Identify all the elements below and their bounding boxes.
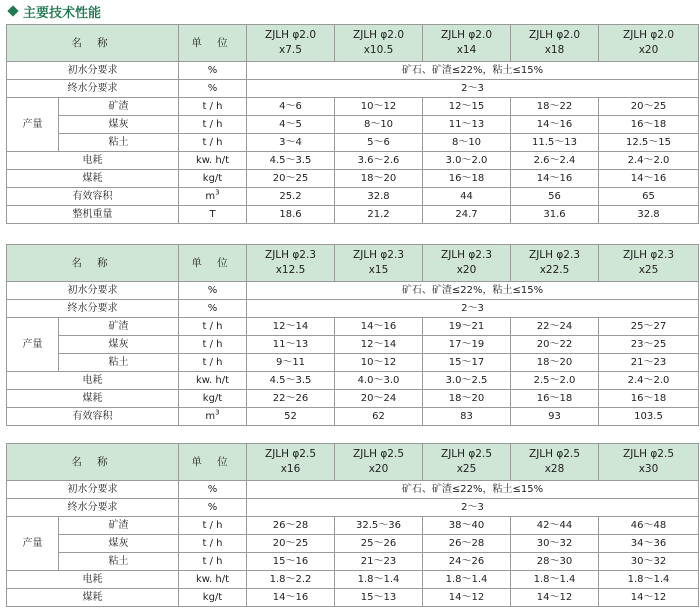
- section-title: [6, 1, 101, 21]
- model-name: ZJLH φ2.0: [529, 29, 580, 41]
- unit-text: kg/t: [202, 591, 223, 603]
- row-label: 电耗: [7, 152, 179, 170]
- value-cell: 8～10: [423, 134, 511, 152]
- unit-superscript: 3: [215, 408, 220, 417]
- value-cell: 30～32: [511, 535, 599, 553]
- model-length: x20: [638, 44, 659, 56]
- value-cell: 15～16: [247, 553, 335, 571]
- unit-text: kg/t: [202, 172, 223, 184]
- column-header-model: [247, 444, 335, 481]
- value-cell: 3.0～2.0: [423, 152, 511, 170]
- row-unit: %: [179, 300, 247, 318]
- value-cell: 3.0～2.5: [423, 372, 511, 390]
- table-row: [7, 188, 699, 206]
- row-unit: %: [179, 282, 247, 300]
- table-row: [7, 336, 699, 354]
- value-cell: 21～23: [599, 354, 699, 372]
- column-header-unit: 单 位: [179, 444, 247, 481]
- column-header-model: [423, 444, 511, 481]
- value-cell: 16～18: [599, 390, 699, 408]
- row-unit: t / h: [179, 553, 247, 571]
- row-label: 电耗: [7, 372, 179, 390]
- row-label: 初水分要求: [7, 62, 179, 80]
- row-label: 整机重量: [7, 206, 179, 224]
- column-header-model: [247, 25, 335, 62]
- value-cell: 16～18: [423, 170, 511, 188]
- value-cell: 20～25: [247, 170, 335, 188]
- unit-text: kg/t: [202, 392, 223, 404]
- table-row: [7, 206, 699, 224]
- row-unit: t / h: [179, 354, 247, 372]
- value-cell: 14～12: [599, 589, 699, 607]
- value-cell: 4～5: [247, 116, 335, 134]
- value-cell: 4.5～3.5: [247, 152, 335, 170]
- value-cell: 26～28: [247, 517, 335, 535]
- value-cell: 4.5～3.5: [247, 372, 335, 390]
- model-name: ZJLH φ2.5: [441, 448, 492, 460]
- value-cell: 30～32: [599, 553, 699, 571]
- model-length: x20: [368, 463, 389, 475]
- value-cell: 4.0～3.0: [335, 372, 423, 390]
- spec-table: [6, 24, 699, 224]
- output-material-label: 煤灰: [59, 116, 179, 134]
- value-cell: 17～19: [423, 336, 511, 354]
- table-row: [7, 300, 699, 318]
- table-row: [7, 390, 699, 408]
- value-cell: 20～22: [511, 336, 599, 354]
- value-cell: 18～20: [423, 390, 511, 408]
- value-cell: 83: [423, 408, 511, 426]
- value-cell: 31.6: [511, 206, 599, 224]
- table-row: [7, 553, 699, 571]
- output-material-label: 粘土: [59, 134, 179, 152]
- value-cell: 1.8～1.4: [511, 571, 599, 589]
- row-unit: %: [179, 62, 247, 80]
- model-length: x25: [638, 264, 659, 276]
- row-unit: [179, 152, 247, 170]
- column-header-unit: 单 位: [179, 25, 247, 62]
- value-cell: 25.2: [247, 188, 335, 206]
- value-cell: 12～15: [423, 98, 511, 116]
- column-header-model: [511, 25, 599, 62]
- diamond-bullet-icon: [7, 5, 18, 16]
- merged-value-cell: 2～3: [247, 300, 699, 318]
- value-cell: 62: [335, 408, 423, 426]
- merged-value-cell: 矿石、矿渣≤22%，粘土≤15%: [247, 481, 699, 499]
- column-header-model: [599, 245, 699, 282]
- unit-text: kw. h/t: [195, 154, 230, 166]
- row-label: 电耗: [7, 571, 179, 589]
- value-cell: 10～12: [335, 354, 423, 372]
- row-label: 煤耗: [7, 589, 179, 607]
- value-cell: 3.6～2.6: [335, 152, 423, 170]
- row-label: 有效容积: [7, 188, 179, 206]
- model-name: ZJLH φ2.5: [529, 448, 580, 460]
- row-label: 终水分要求: [7, 80, 179, 98]
- row-unit: [179, 170, 247, 188]
- value-cell: 9～11: [247, 354, 335, 372]
- output-material-label: 煤灰: [59, 336, 179, 354]
- model-length: x22.5: [539, 264, 570, 276]
- model-length: x30: [638, 463, 659, 475]
- value-cell: 11～13: [423, 116, 511, 134]
- column-header-model: [599, 444, 699, 481]
- output-material-label: 煤灰: [59, 535, 179, 553]
- table-row: [7, 499, 699, 517]
- value-cell: 21.2: [335, 206, 423, 224]
- value-cell: 2.4～2.0: [599, 372, 699, 390]
- column-header-model: [511, 245, 599, 282]
- output-group-label: 产量: [7, 318, 59, 372]
- value-cell: 5～6: [335, 134, 423, 152]
- value-cell: 20～24: [335, 390, 423, 408]
- row-unit: %: [179, 80, 247, 98]
- table-row: [7, 354, 699, 372]
- value-cell: 1.8～1.4: [423, 571, 511, 589]
- row-label: 煤耗: [7, 170, 179, 188]
- spec-table: [6, 244, 699, 426]
- merged-value-cell: 矿石、矿渣≤22%，粘土≤15%: [247, 282, 699, 300]
- model-name: ZJLH φ2.5: [623, 448, 674, 460]
- value-cell: 3～4: [247, 134, 335, 152]
- value-cell: 10～12: [335, 98, 423, 116]
- table-row: [7, 80, 699, 98]
- spec-table: [6, 443, 699, 607]
- row-label: 初水分要求: [7, 282, 179, 300]
- table-row: [7, 481, 699, 499]
- column-header-name: 名 称: [7, 245, 179, 282]
- value-cell: 1.8～1.4: [335, 571, 423, 589]
- value-cell: 93: [511, 408, 599, 426]
- value-cell: 14～16: [335, 318, 423, 336]
- table-row: [7, 282, 699, 300]
- value-cell: 65: [599, 188, 699, 206]
- table-header-row: [7, 444, 699, 481]
- column-header-model: [599, 25, 699, 62]
- unit-text: T: [209, 208, 216, 220]
- table-row: [7, 571, 699, 589]
- value-cell: 32.5～36: [335, 517, 423, 535]
- value-cell: 1.8～2.2: [247, 571, 335, 589]
- model-name: ZJLH φ2.3: [623, 249, 674, 261]
- column-header-model: [335, 25, 423, 62]
- row-label: 初水分要求: [7, 481, 179, 499]
- row-unit: [179, 206, 247, 224]
- value-cell: 14～12: [511, 589, 599, 607]
- row-unit: t / h: [179, 535, 247, 553]
- value-cell: 24～26: [423, 553, 511, 571]
- value-cell: 26～28: [423, 535, 511, 553]
- output-material-label: 矿渣: [59, 98, 179, 116]
- value-cell: 20～25: [247, 535, 335, 553]
- row-unit: t / h: [179, 116, 247, 134]
- value-cell: 32.8: [335, 188, 423, 206]
- model-length: x14: [456, 44, 477, 56]
- column-header-model: [423, 245, 511, 282]
- row-unit: [179, 390, 247, 408]
- row-unit: t / h: [179, 318, 247, 336]
- value-cell: 25～27: [599, 318, 699, 336]
- output-group-label: 产量: [7, 517, 59, 571]
- unit-text: m: [205, 410, 216, 422]
- value-cell: 46～48: [599, 517, 699, 535]
- model-length: x20: [456, 264, 477, 276]
- model-length: x7.5: [279, 44, 302, 56]
- value-cell: 12～14: [335, 336, 423, 354]
- value-cell: 15～13: [335, 589, 423, 607]
- model-length: x28: [544, 463, 565, 475]
- model-name: ZJLH φ2.3: [529, 249, 580, 261]
- model-length: x25: [456, 463, 477, 475]
- value-cell: 14～16: [511, 116, 599, 134]
- merged-value-cell: 矿石、矿渣≤22%，粘土≤15%: [247, 62, 699, 80]
- value-cell: 32.8: [599, 206, 699, 224]
- value-cell: 11～13: [247, 336, 335, 354]
- value-cell: 18～22: [511, 98, 599, 116]
- table-row: [7, 152, 699, 170]
- table-row: [7, 116, 699, 134]
- value-cell: 56: [511, 188, 599, 206]
- value-cell: 24.7: [423, 206, 511, 224]
- model-length: x10.5: [363, 44, 394, 56]
- row-unit: [179, 188, 247, 206]
- model-name: ZJLH φ2.0: [353, 29, 404, 41]
- value-cell: 16～18: [511, 390, 599, 408]
- model-name: ZJLH φ2.3: [441, 249, 492, 261]
- value-cell: 12.5～15: [599, 134, 699, 152]
- value-cell: 44: [423, 188, 511, 206]
- value-cell: 12～14: [247, 318, 335, 336]
- model-name: ZJLH φ2.0: [623, 29, 674, 41]
- value-cell: 14～16: [599, 170, 699, 188]
- value-cell: 25～26: [335, 535, 423, 553]
- value-cell: 18～20: [511, 354, 599, 372]
- output-material-label: 粘土: [59, 553, 179, 571]
- table-row: [7, 170, 699, 188]
- value-cell: 22～26: [247, 390, 335, 408]
- unit-text: kw. h/t: [195, 573, 230, 585]
- value-cell: 11.5～13: [511, 134, 599, 152]
- value-cell: 21～23: [335, 553, 423, 571]
- row-unit: t / h: [179, 336, 247, 354]
- row-unit: %: [179, 481, 247, 499]
- table-row: [7, 517, 699, 535]
- table-row: [7, 318, 699, 336]
- value-cell: 52: [247, 408, 335, 426]
- row-unit: [179, 408, 247, 426]
- output-group-label: 产量: [7, 98, 59, 152]
- row-unit: [179, 372, 247, 390]
- value-cell: 18.6: [247, 206, 335, 224]
- model-name: ZJLH φ2.5: [353, 448, 404, 460]
- output-material-label: 矿渣: [59, 318, 179, 336]
- value-cell: 16～18: [599, 116, 699, 134]
- unit-text: m: [205, 190, 216, 202]
- model-name: ZJLH φ2.3: [353, 249, 404, 261]
- table-header-row: [7, 25, 699, 62]
- table-row: [7, 408, 699, 426]
- value-cell: 14～16: [247, 589, 335, 607]
- value-cell: 15～17: [423, 354, 511, 372]
- value-cell: 22～24: [511, 318, 599, 336]
- model-name: ZJLH φ2.0: [441, 29, 492, 41]
- merged-value-cell: 2～3: [247, 499, 699, 517]
- row-unit: t / h: [179, 134, 247, 152]
- value-cell: 4～6: [247, 98, 335, 116]
- value-cell: 8～10: [335, 116, 423, 134]
- row-unit: t / h: [179, 517, 247, 535]
- column-header-model: [335, 444, 423, 481]
- table-row: [7, 98, 699, 116]
- row-unit: [179, 589, 247, 607]
- column-header-unit: 单 位: [179, 245, 247, 282]
- value-cell: 34～36: [599, 535, 699, 553]
- value-cell: 2.6～2.4: [511, 152, 599, 170]
- section-title-text: 主要技术性能: [23, 5, 102, 21]
- model-length: x15: [368, 264, 389, 276]
- row-label: 煤耗: [7, 390, 179, 408]
- table-row: [7, 589, 699, 607]
- row-label: 终水分要求: [7, 499, 179, 517]
- table-row: [7, 535, 699, 553]
- model-name: ZJLH φ2.5: [265, 448, 316, 460]
- value-cell: 20～25: [599, 98, 699, 116]
- table-row: [7, 372, 699, 390]
- merged-value-cell: 2～3: [247, 80, 699, 98]
- column-header-model: [423, 25, 511, 62]
- column-header-name: 名 称: [7, 25, 179, 62]
- output-material-label: 矿渣: [59, 517, 179, 535]
- table-header-row: [7, 245, 699, 282]
- value-cell: 1.8～1.4: [599, 571, 699, 589]
- row-label: 终水分要求: [7, 300, 179, 318]
- value-cell: 28～30: [511, 553, 599, 571]
- row-label: 有效容积: [7, 408, 179, 426]
- value-cell: 19～21: [423, 318, 511, 336]
- model-name: ZJLH φ2.0: [265, 29, 316, 41]
- table-row: [7, 62, 699, 80]
- value-cell: 103.5: [599, 408, 699, 426]
- model-length: x18: [544, 44, 565, 56]
- value-cell: 18～20: [335, 170, 423, 188]
- value-cell: 2.5～2.0: [511, 372, 599, 390]
- column-header-model: [335, 245, 423, 282]
- value-cell: 38～40: [423, 517, 511, 535]
- value-cell: 2.4～2.0: [599, 152, 699, 170]
- model-name: ZJLH φ2.3: [265, 249, 316, 261]
- row-unit: [179, 571, 247, 589]
- model-length: x16: [280, 463, 301, 475]
- column-header-name: 名 称: [7, 444, 179, 481]
- output-material-label: 粘土: [59, 354, 179, 372]
- unit-superscript: 3: [215, 188, 220, 197]
- value-cell: 42～44: [511, 517, 599, 535]
- row-unit: %: [179, 499, 247, 517]
- unit-text: kw. h/t: [195, 374, 230, 386]
- value-cell: 14～16: [511, 170, 599, 188]
- value-cell: 23～25: [599, 336, 699, 354]
- row-unit: t / h: [179, 98, 247, 116]
- value-cell: 14～12: [423, 589, 511, 607]
- column-header-model: [247, 245, 335, 282]
- table-row: [7, 134, 699, 152]
- column-header-model: [511, 444, 599, 481]
- model-length: x12.5: [275, 264, 306, 276]
